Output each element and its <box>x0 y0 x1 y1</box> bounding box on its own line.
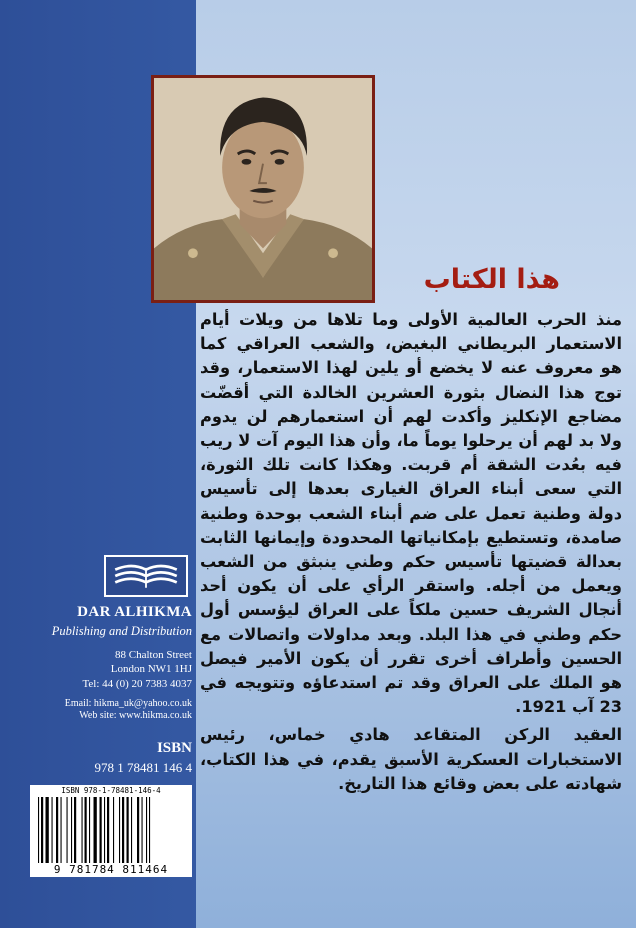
barcode-bar <box>67 797 68 863</box>
publisher-address-line1: 88 Chalton Street <box>115 649 192 661</box>
section-heading: هذا الكتاب <box>423 264 560 295</box>
barcode-bar <box>82 797 83 863</box>
barcode-bar <box>149 797 150 863</box>
barcode-bar <box>104 797 105 863</box>
barcode-bar <box>41 797 43 863</box>
isbn-barcode <box>30 785 192 877</box>
barcode-bar <box>142 797 143 863</box>
barcode-bar <box>94 797 97 863</box>
barcode-bar <box>56 797 58 863</box>
publisher-website: Web site: www.hikma.co.uk <box>79 710 192 721</box>
barcode-bar <box>122 797 124 863</box>
isbn-label: ISBN <box>156 740 192 756</box>
barcode-bar <box>85 797 87 863</box>
open-book-logo-icon <box>104 555 188 597</box>
barcode-bar <box>127 797 129 863</box>
barcode-bars <box>38 797 186 863</box>
publisher-address-line2: London NW1 1HJ <box>110 663 192 675</box>
barcode-bar <box>146 797 147 863</box>
barcode-bar <box>100 797 102 863</box>
logo-graphic <box>106 557 186 595</box>
blurb-paragraph: العقيد الركن المتقاعد هادي خماس، رئيس الاستخبارات العسكرية الأسبق يقدم، في هذا الكتاب، شهادته على بعض وقائع هذا التاريخ. <box>200 725 622 793</box>
barcode-bar <box>113 797 114 863</box>
barcode-bar <box>107 797 109 863</box>
barcode-bar <box>46 797 49 863</box>
barcode-bar <box>89 797 90 863</box>
barcode-bar <box>52 797 53 863</box>
publisher-email: Email: hikma_uk@yahoo.co.uk <box>64 698 192 709</box>
author-portrait-photo <box>151 75 375 303</box>
barcode-bar <box>74 797 76 863</box>
barcode-bar <box>131 797 132 863</box>
barcode-isbn-text: ISBN 978-1-78481-146-4 <box>61 786 161 795</box>
isbn-number: 978 1 78481 146 4 <box>94 760 192 775</box>
barcode-bar <box>61 797 62 863</box>
barcode-bar <box>38 797 39 863</box>
barcode-digits: 9 781784 811464 <box>53 863 169 876</box>
barcode-bar <box>119 797 120 863</box>
book-blurb <box>200 308 622 800</box>
publisher-telephone: Tel: 44 (0) 20 7383 4037 <box>82 678 192 690</box>
publisher-tagline: Publishing and Distribution <box>51 624 192 638</box>
barcode-bar <box>71 797 72 863</box>
portrait-illustration <box>154 78 372 300</box>
blurb-paragraph: منذ الحرب العالمية الأولى وما تلاها من ويلات أيام الاستعمار البريطاني البغيض، والشعب العراقي كما هو معروف عنه لا يخضع أو يلين لهذا الاستعمار، وقد توج هذا النضال بثورة العشرين الخالدة التي أقضّت مضاجع الإنكليز وأكدت لهم أن استعمارهم لن يدوم ولا بد لهم أن يرحلوا يوماً ما، وأن هذا اليوم آت لا ريب فيه بعُدت الشقة أم قربت. وهكذا كانت تلك الثورة، التي سعى أبناء العراق الغيارى بعدها إلى تأسيس دولة وطنية تعمل على ضم أبناء الشعب بوحدة وطنية صامدة، وتستطيع بإمكانياتها المحدودة وإيمانها الثابت بعدالة قضيتها تأسيس حكم وطني ينبثق من الشعب ويعمل من أجله. واستقر الرأي على أن يكون أحد أنجال الشريف حسين ملكاً على العراق ليؤسس أول حكم وطني في هذا البلد. وبعد مداولات واتصالات مع الحسين وأطراف أخرى تقرر أن يكون الأمير فيصل هو الملك على العراق وقد تم استدعاؤه وتتويجه في 23 آب 1921. <box>200 310 622 717</box>
barcode-bar <box>137 797 139 863</box>
publisher-name: DAR ALHIKMA <box>77 604 192 620</box>
